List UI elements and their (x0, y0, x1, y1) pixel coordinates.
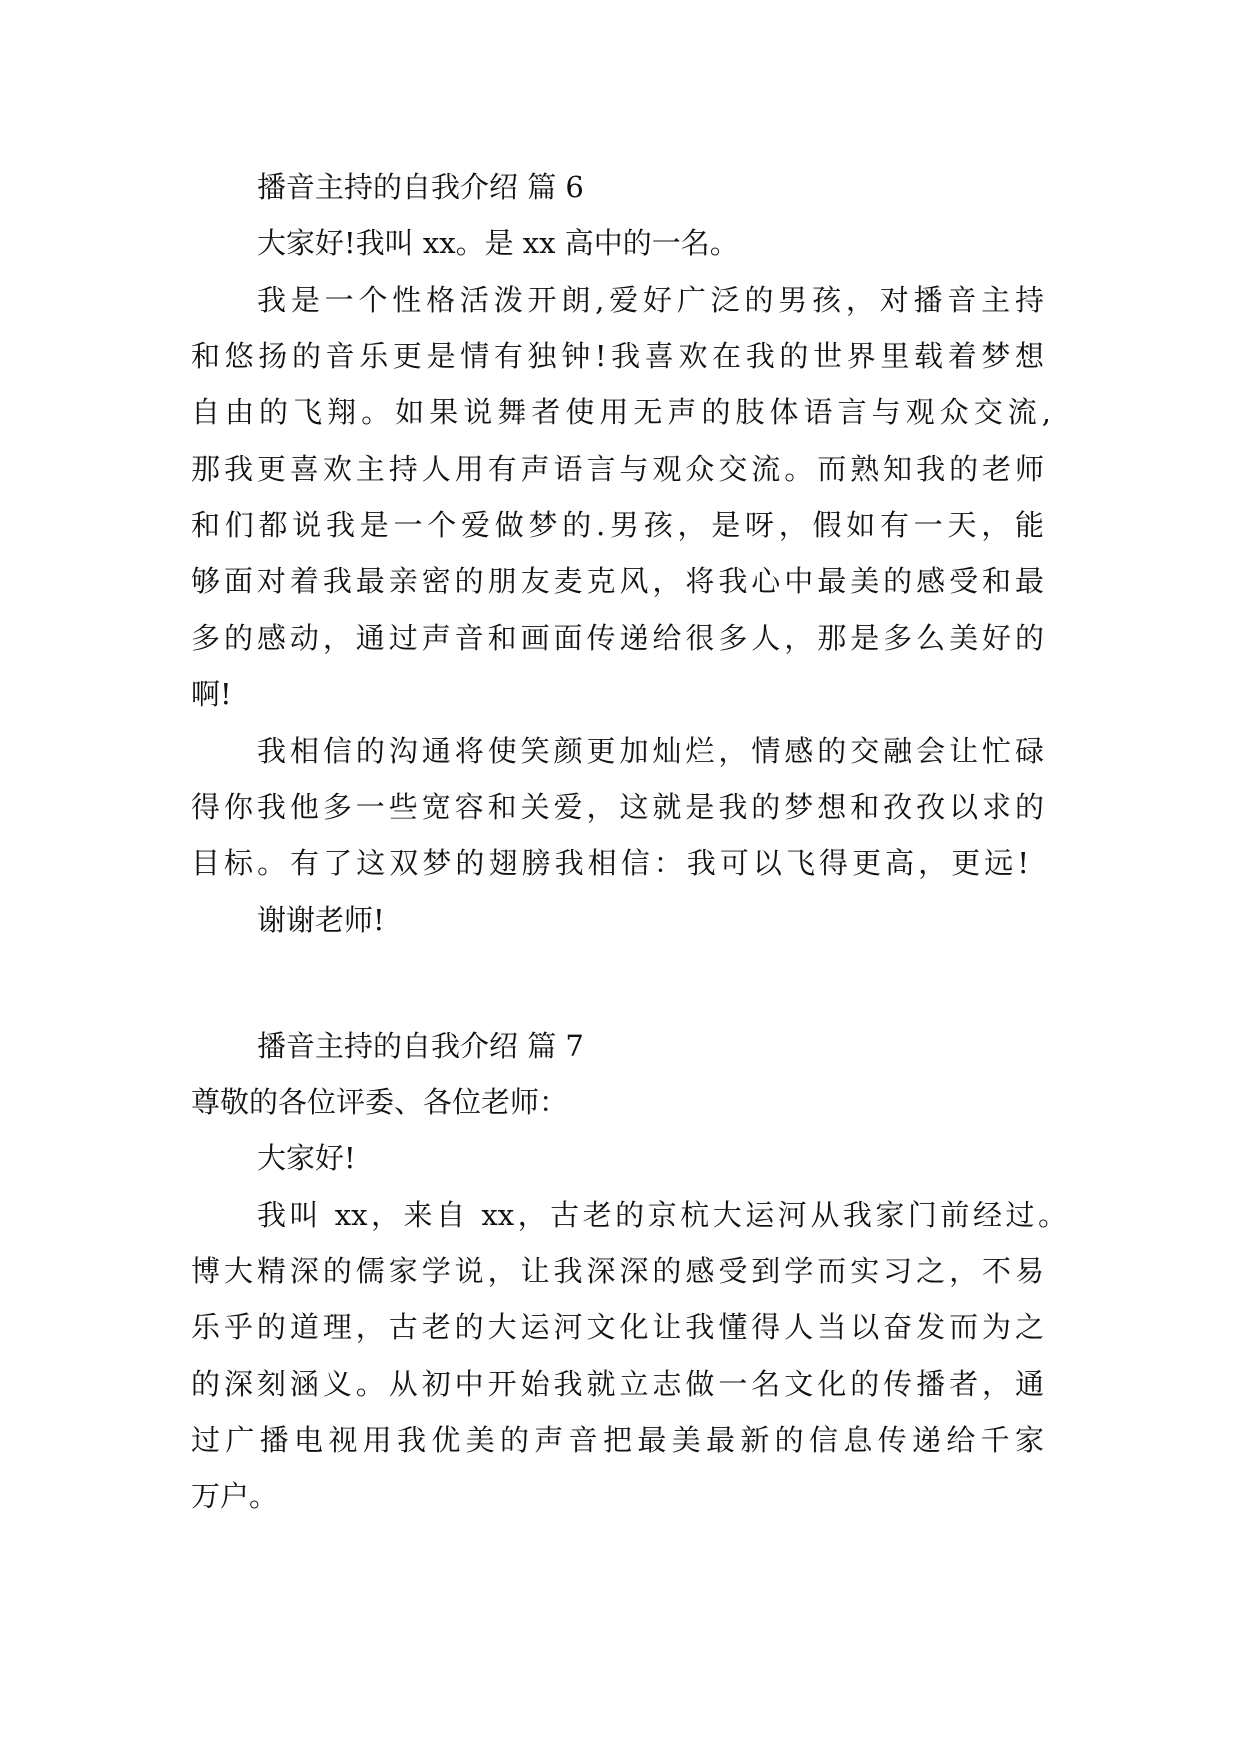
paragraph-line: 博大精深的儒家学说，让我深深的感受到学而实习之，不易 (191, 1254, 1044, 1288)
paragraph-line: 自由的飞翔。如果说舞者使用无声的肢体语言与观众交流, (191, 395, 1051, 429)
paragraph-line: 我叫 xx，来自 xx，古老的京杭大运河从我家门前经过。 (257, 1198, 1067, 1232)
paragraph-line: 过广播电视用我优美的声音把最美最新的信息传递给千家 (191, 1423, 1044, 1457)
paragraph-line: 我是一个性格活泼开朗,爱好广泛的男孩，对播音主持 (257, 283, 1044, 317)
paragraph-line: 够面对着我最亲密的朋友麦克风，将我心中最美的感受和最 (191, 564, 1044, 598)
paragraph-line: 万户。 (191, 1479, 279, 1513)
paragraph-line: 目标。有了这双梦的翅膀我相信：我可以飞得更高，更远! (191, 846, 1029, 880)
paragraph-line: 我相信的沟通将使笑颜更加灿烂，情感的交融会让忙碌 (257, 734, 1044, 768)
greeting-line: 大家好! (257, 1141, 356, 1175)
paragraph-line: 多的感动，通过声音和画面传递给很多人，那是多么美好的 (191, 621, 1044, 655)
paragraph-line: 和悠扬的音乐更是情有独钟!我喜欢在我的世界里载着梦想 (191, 339, 1044, 373)
paragraph-line: 和们都说我是一个爱做梦的.男孩，是呀，假如有一天，能 (191, 508, 1044, 542)
greeting-line: 大家好!我叫 xx。是 xx 高中的一名。 (257, 226, 739, 260)
paragraph-line: 得你我他多一些宽容和关爱，这就是我的梦想和孜孜以求的 (191, 790, 1044, 824)
paragraph-line: 的深刻涵义。从初中开始我就立志做一名文化的传播者，通 (191, 1367, 1044, 1401)
paragraph-line: 那我更喜欢主持人用有声语言与观众交流。而熟知我的老师 (191, 452, 1044, 486)
paragraph-line: 乐乎的道理，古老的大运河文化让我懂得人当以奋发而为之 (191, 1310, 1044, 1344)
section-title: 播音主持的自我介绍 篇 7 (257, 1029, 584, 1063)
paragraph-line: 啊! (191, 677, 232, 711)
salutation-line: 尊敬的各位评委、各位老师： (191, 1085, 569, 1119)
section-title: 播音主持的自我介绍 篇 6 (257, 170, 584, 204)
closing-line: 谢谢老师! (257, 903, 385, 937)
